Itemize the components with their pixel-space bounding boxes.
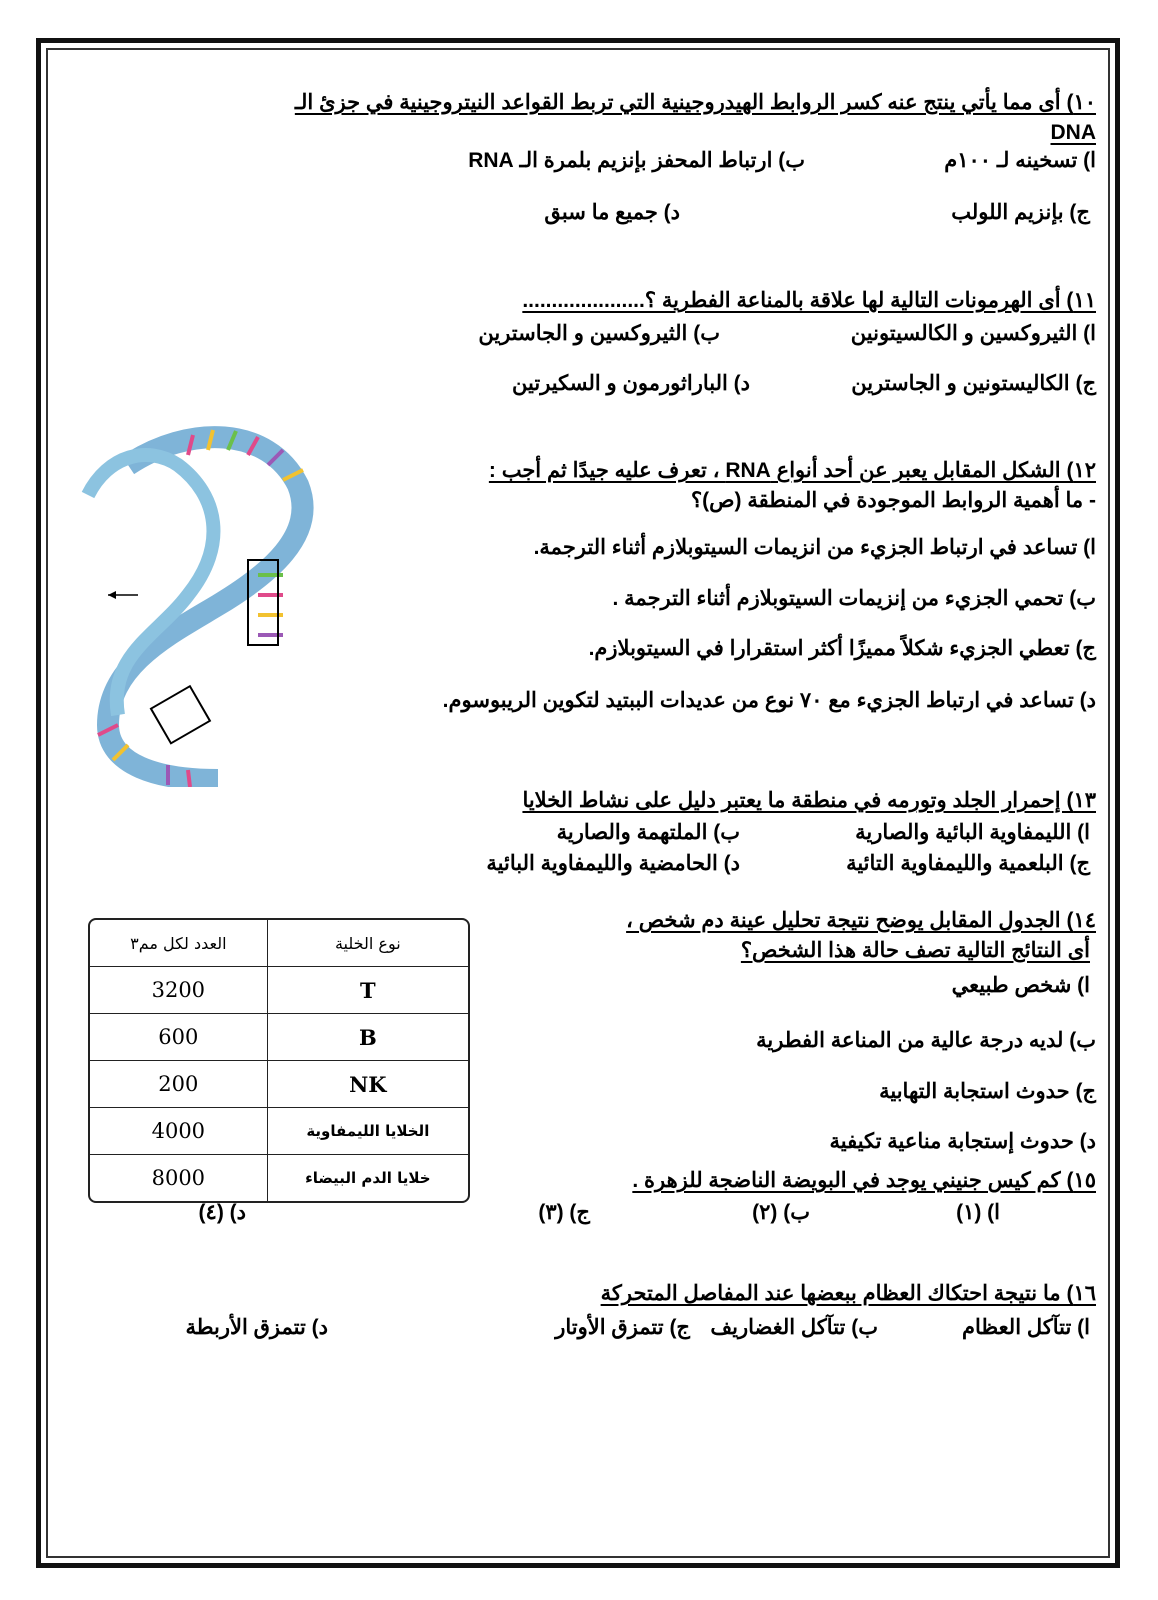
question-12-title: ١٢) الشكل المقابل يعبر عن أحد أنواع RNA ، تعرف عليه جيدًا ثم أجب : [488,459,1096,482]
cell-type: T [268,967,468,1014]
cell-type: B [268,1014,468,1061]
cell-count: 3200 [90,967,268,1014]
question-12-option-a[interactable]: ا) تساعد في ارتباط الجزيء من انزيمات السيتوبلازم أثناء الترجمة. [533,536,1096,559]
question-15-option-d[interactable]: د) (٤) [198,1201,246,1224]
question-12-option-d[interactable]: د) تساعد في ارتباط الجزيء مع ٧٠ نوع من عديدات الببتيد لتكوين الريبوسوم. [442,689,1096,712]
question-13-option-b[interactable]: ب) الملتهمة والصارية [556,821,740,844]
question-14-option-c[interactable]: ج) حدوث استجابة التهابية [879,1080,1096,1103]
table-header-row [90,920,468,967]
table-row [90,1155,468,1201]
cell-count: 200 [90,1061,268,1108]
question-11-title: ١١) أى الهرمونات التالية لها علاقة بالمناعة الفطرية ؟..................... [522,289,1096,312]
trna-diagram [68,425,323,787]
question-13-option-c[interactable]: ج) البلعمية والليمفاوية التائية [846,852,1090,875]
question-13-option-a[interactable]: ا) الليمفاوية البائية والصارية [855,821,1090,844]
question-16-option-d[interactable]: د) تتمزق الأربطة [185,1316,328,1339]
question-10-title: ١٠) أى مما يأتي ينتج عنه كسر الروابط الهيدروجينية التي تربط القواعد النيتروجينية في جزئ الـ [294,91,1096,114]
table-header-type: نوع الخلية [268,920,468,967]
question-14-title-cont: أى النتائج التالية تصف حالة هذا الشخص؟ [740,939,1090,962]
question-14-title: ١٤) الجدول المقابل يوضح نتيجة تحليل عينة دم شخص ، [626,909,1096,932]
table-row [90,1108,468,1155]
cell-type: خلايا الدم البيضاء [305,1169,431,1187]
question-14-option-b[interactable]: ب) لديه درجة عالية من المناعة الفطرية [756,1029,1096,1052]
question-13-title: ١٣) إحمرار الجلد وتورمه في منطقة ما يعتبر دليل على نشاط الخلايا [522,789,1096,812]
table-header-count: العدد لكل مم٣ [90,920,268,967]
question-14-option-a[interactable]: ا) شخص طبيعي [951,974,1090,997]
question-12-option-c[interactable]: ج) تعطي الجزيء شكلاً مميزًا أكثر استقرارا في السيتوبلازم. [588,637,1096,660]
question-15-option-a[interactable]: ا) (١) [956,1201,1000,1224]
cell-count: 600 [90,1014,268,1061]
question-16-option-a[interactable]: ا) تتآكل العظام [962,1316,1090,1339]
question-16-title: ١٦) ما نتيجة احتكاك العظام ببعضها عند المفاصل المتحركة [600,1282,1096,1305]
question-10-option-b[interactable]: ب) ارتباط المحفز بإنزيم بلمرة الـ RNA [468,149,805,172]
question-14-option-d[interactable]: د) حدوث إستجابة مناعية تكيفية [829,1130,1096,1153]
cell-type: NK [268,1061,468,1108]
question-11-option-d[interactable]: د) الباراثورمون و السكيرتين [512,372,750,395]
question-11-option-b[interactable]: ب) الثيروكسين و الجاسترين [478,322,720,345]
cell-count: 8000 [90,1155,268,1201]
blood-cell-table [88,918,470,1203]
question-11-option-a[interactable]: ا) الثيروكسين و الكالسيتونين [850,322,1096,345]
question-15-option-b[interactable]: ب) (٢) [752,1201,810,1224]
question-16-option-c[interactable]: ج) تتمزق الأوتار [555,1316,690,1339]
question-10-option-c[interactable]: ج) بإنزيم اللولب [951,201,1090,224]
cell-type: الخلايا الليمفاوية [268,1108,468,1155]
cell-count: 4000 [90,1108,268,1155]
question-15-option-c[interactable]: ج) (٣) [538,1201,590,1224]
table-row [90,1014,468,1061]
question-16-option-b[interactable]: ب) تتآكل الغضاريف [710,1316,878,1339]
question-10-option-a[interactable]: ا) تسخينه لـ ١٠٠م [944,149,1096,172]
question-13-option-d[interactable]: د) الحامضية والليمفاوية البائية [486,852,740,875]
table-row [90,1061,468,1108]
question-12-option-b[interactable]: ب) تحمي الجزيء من إنزيمات السيتوبلازم أثناء الترجمة . [612,587,1096,610]
question-10-title-cont: DNA [1050,121,1096,144]
table-row [90,967,468,1014]
question-15-title: ١٥) كم كيس جنيني يوجد في البويضة الناضجة للزهرة . [632,1169,1096,1192]
question-12-subquestion: - ما أهمية الروابط الموجودة في المنطقة (ص)؟ [691,489,1096,512]
question-11-option-c[interactable]: ج) الكاليستونين و الجاسترين [851,372,1096,395]
question-10-option-d[interactable]: د) جميع ما سبق [544,201,680,224]
